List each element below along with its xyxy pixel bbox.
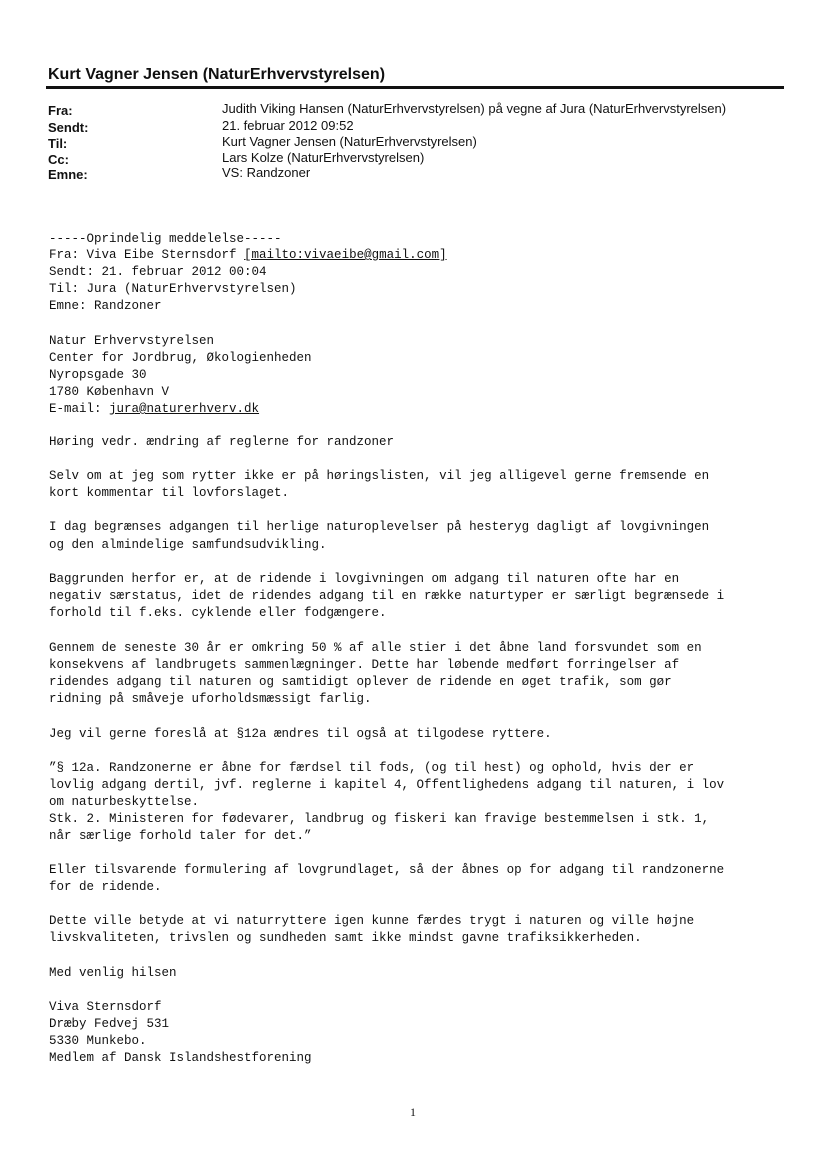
original-subject: Emne: Randzoner [49, 299, 162, 313]
body-p4-line-4: ridning på småveje uforholdsmæssigt farlig. [49, 692, 372, 706]
body-p3-line-2: negativ særstatus, idet de ridendes adgang til en række naturtyper er særligt begrænsede i [49, 589, 725, 603]
original-separator: -----Oprindelig meddelelse----- [49, 232, 282, 246]
signature-street: Dræby Fedvej 531 [49, 1017, 170, 1031]
signature-name: Viva Sternsdorf [49, 1000, 162, 1014]
recipient-email-line [49, 401, 259, 418]
body-heading: Høring vedr. ændring af reglerne for randzoner [49, 435, 395, 449]
original-from [49, 247, 447, 264]
original-from-text: Fra: Viva Eibe Sternsdorf [49, 248, 245, 262]
header-cc-label: Cc: [48, 152, 69, 167]
body-p2-line-2: og den almindelige samfundsudvikling. [49, 538, 327, 552]
recipient-email-label: E-mail: [49, 402, 110, 416]
signature-city: 5330 Munkebo. [49, 1034, 147, 1048]
body-p5-line-1: Jeg vil gerne foreslå at §12a ændres til også at tilgodese ryttere. [49, 727, 552, 741]
body-p6-line-1: ”§ 12a. Randzonerne er åbne for færdsel til fods, (og til hest) og ophold, hvis der er [49, 761, 695, 775]
header-subject-value: VS: Randzoner [222, 165, 311, 180]
header-cc-value: Lars Kolze (NaturErhvervstyrelsen) [222, 150, 425, 165]
original-from-mailto-link[interactable]: [mailto:vivaeibe@gmail.com] [244, 248, 447, 262]
body-p3-line-1: Baggrunden herfor er, at de ridende i lovgivningen om adgang til naturen ofte har en [49, 572, 680, 586]
email-title: Kurt Vagner Jensen (NaturErhvervstyrelsen) [48, 66, 386, 83]
header-to-label: Til: [48, 136, 68, 151]
body-p4-line-1: Gennem de seneste 30 år er omkring 50 % af alle stier i det åbne land forsvundet som en [49, 641, 702, 655]
original-to: Til: Jura (NaturErhvervstyrelsen) [49, 282, 297, 296]
body-p4-line-2: konsekvens af landbrugets sammenlægninger. Dette har løbende medført forringelser af [49, 658, 680, 672]
recipient-city: 1780 København V [49, 385, 170, 399]
body-p2-line-1: I dag begrænses adgangen til herlige naturoplevelser på hesteryg dagligt af lovgivningen [49, 520, 710, 534]
body-p8-line-2: livskvaliteten, trivslen og sundheden samt ikke mindst gavne trafiksikkerheden. [49, 931, 642, 945]
page-number: 1 [410, 1105, 416, 1119]
recipient-org: Natur Erhvervstyrelsen [49, 334, 215, 348]
signature-membership: Medlem af Dansk Islandshestforening [49, 1051, 312, 1065]
title-divider [46, 86, 784, 89]
body-p6-line-5: når særlige forhold taler for det.” [49, 829, 312, 843]
header-sent-label: Sendt: [48, 120, 89, 135]
body-p7-line-2: for de ridende. [49, 880, 162, 894]
body-p1-line-1: Selv om at jeg som rytter ikke er på høringslisten, vil jeg alligevel gerne fremsende en [49, 469, 710, 483]
header-from-label: Fra: [48, 103, 73, 118]
header-from-value: Judith Viking Hansen (NaturErhvervstyrelsen) på vegne af Jura (NaturErhvervstyrelsen) [222, 101, 727, 116]
original-sent: Sendt: 21. februar 2012 00:04 [49, 265, 267, 279]
body-p7-line-1: Eller tilsvarende formulering af lovgrundlaget, så der åbnes op for adgang til randzonerne [49, 863, 725, 877]
recipient-street: Nyropsgade 30 [49, 368, 147, 382]
body-p6-line-4: Stk. 2. Ministeren for fødevarer, landbrug og fiskeri kan fravige bestemmelsen i stk. 1, [49, 812, 710, 826]
body-p1-line-2: kort kommentar til lovforslaget. [49, 486, 290, 500]
header-sent-value: 21. februar 2012 09:52 [222, 118, 354, 133]
header-subject-label: Emne: [48, 167, 88, 182]
body-p8-line-1: Dette ville betyde at vi naturryttere igen kunne færdes trygt i naturen og ville højne [49, 914, 695, 928]
body-p4-line-3: ridendes adgang til naturen og samtidigt oplever de ridende en øget trafik, som gør [49, 675, 672, 689]
body-p3-line-3: forhold til f.eks. cyklende eller fodgængere. [49, 606, 387, 620]
body-p6-line-2: lovlig adgang dertil, jvf. reglerne i kapitel 4, Offentlighedens adgang til naturen, i lov [49, 778, 725, 792]
recipient-email-link[interactable]: jura@naturerhverv.dk [109, 402, 260, 416]
body-p6-line-3: om naturbeskyttelse. [49, 795, 200, 809]
recipient-dept: Center for Jordbrug, Økologienheden [49, 351, 312, 365]
header-to-value: Kurt Vagner Jensen (NaturErhvervstyrelsen) [222, 134, 477, 149]
closing-greeting: Med venlig hilsen [49, 966, 177, 980]
